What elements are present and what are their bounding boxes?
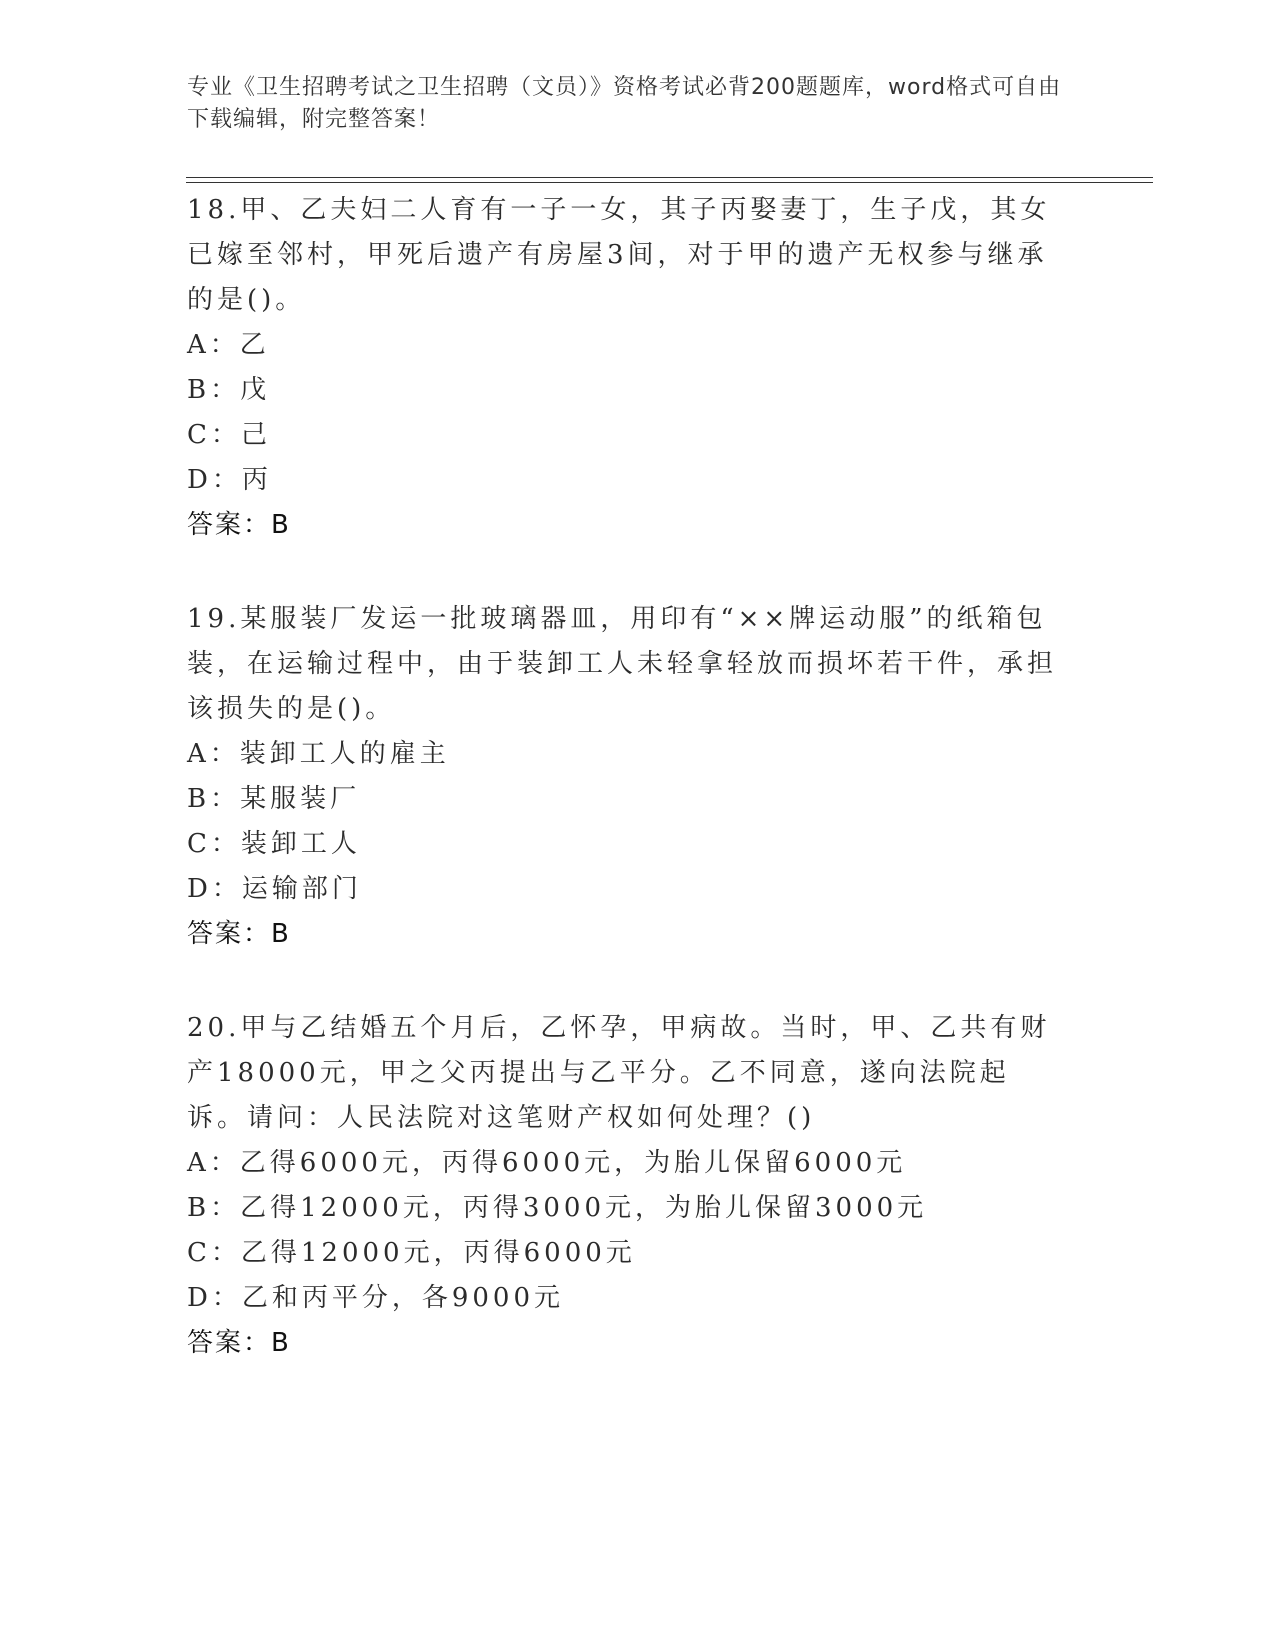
- option-a: A：装卸工人的雇主: [187, 739, 450, 769]
- answer-line: 答案：B: [187, 510, 291, 540]
- question-stem: 18.甲、乙夫妇二人育有一子一女，其子丙娶妻丁，生子戊，其女已嫁至邻村，甲死后遗产有房屋3间，对于甲的遗产无权参与继承的是()。: [187, 195, 1051, 315]
- question-19: [187, 597, 1067, 957]
- question-18: [187, 188, 1067, 548]
- answer-line: 答案：B: [187, 919, 291, 949]
- question-20: [187, 1006, 1067, 1366]
- document-header: 专业《卫生招聘考试之卫生招聘（文员）》资格考试必背200题题库，word格式可自由下载编辑，附完整答案！: [187, 75, 1062, 132]
- option-c: C：乙得12000元，丙得6000元: [187, 1238, 636, 1268]
- question-stem: 19.某服装厂发运一批玻璃器皿，用印有“××牌运动服”的纸箱包装，在运输过程中，由于装卸工人未轻拿轻放而损坏若干件，承担该损失的是()。: [187, 604, 1058, 724]
- question-stem: 20.甲与乙结婚五个月后，乙怀孕，甲病故。当时，甲、乙共有财产18000元，甲之父丙提出与乙平分。乙不同意，遂向法院起诉。请问：人民法院对这笔财产权如何处理？(): [187, 1013, 1051, 1133]
- option-d: D：运输部门: [187, 874, 362, 904]
- option-c: C：装卸工人: [187, 829, 361, 859]
- header-divider-bottom: [186, 182, 1153, 183]
- header-divider-top: [186, 177, 1153, 178]
- option-a: A：乙得6000元，丙得6000元，为胎儿保留6000元: [187, 1148, 907, 1178]
- option-a: A：乙: [187, 330, 270, 360]
- answer-line: 答案：B: [187, 1328, 291, 1358]
- option-c: C：己: [187, 420, 271, 450]
- option-d: D：丙: [187, 465, 272, 495]
- option-d: D：乙和丙平分，各9000元: [187, 1283, 565, 1313]
- option-b: B：乙得12000元，丙得3000元，为胎儿保留3000元: [187, 1193, 928, 1223]
- option-b: B：戊: [187, 375, 271, 405]
- option-b: B：某服装厂: [187, 784, 361, 814]
